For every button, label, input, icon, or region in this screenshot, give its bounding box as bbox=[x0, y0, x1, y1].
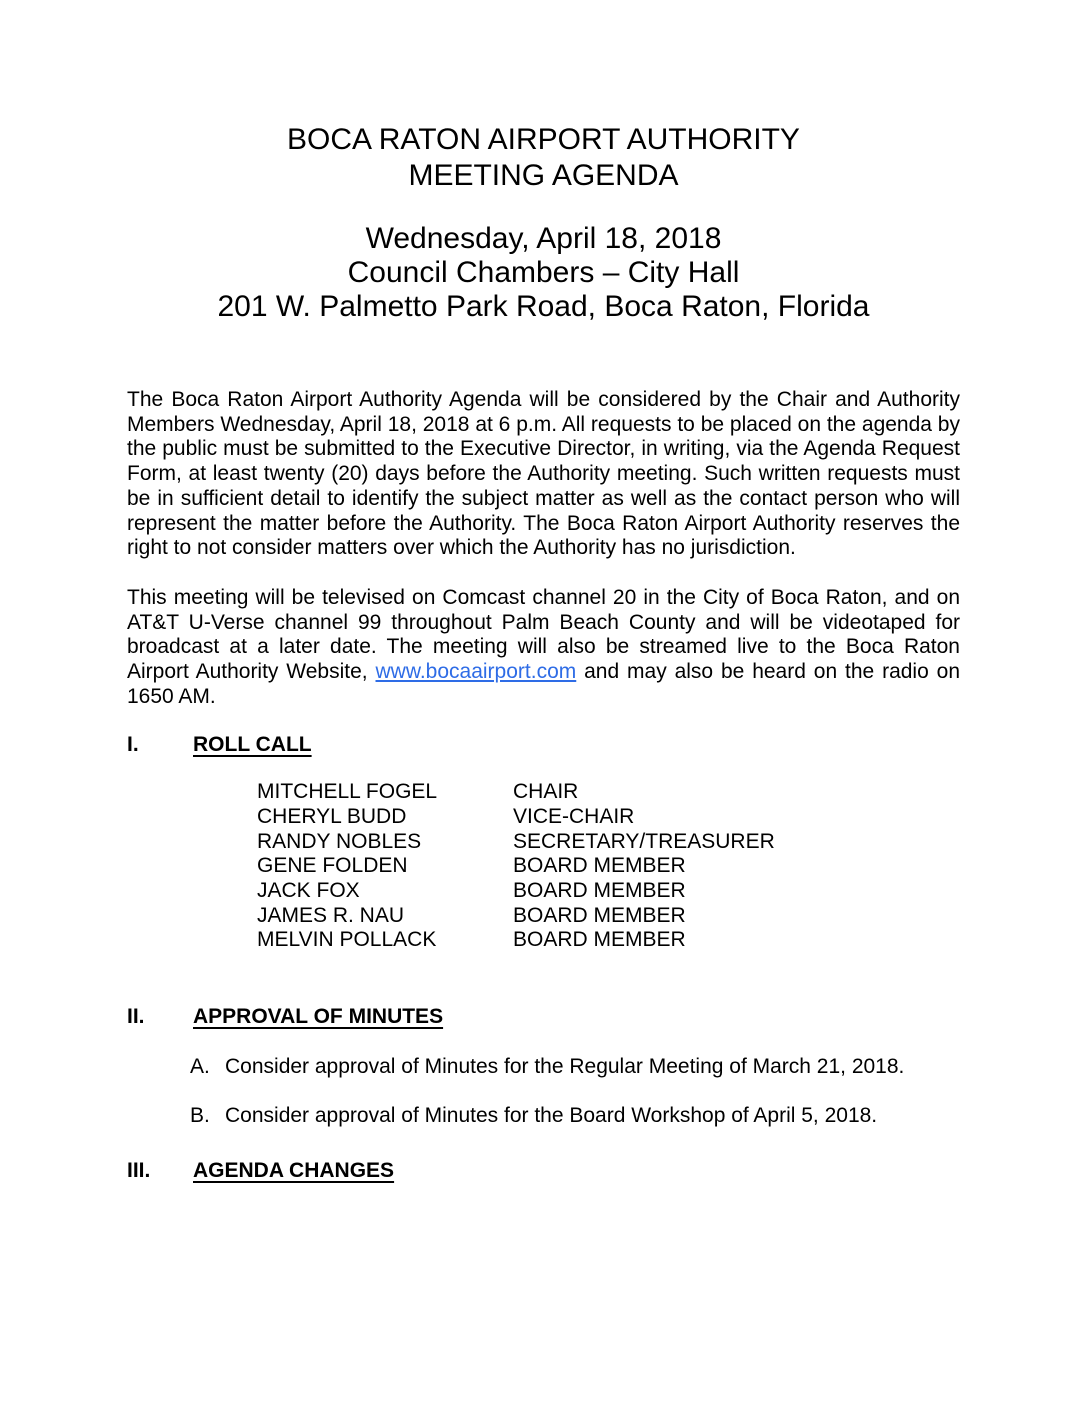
section-agenda-changes bbox=[127, 1159, 960, 1184]
section-title-approval-of-minutes: APPROVAL OF MINUTES bbox=[193, 1005, 444, 1029]
roll-call-list bbox=[257, 780, 960, 953]
item-text: Consider approval of Minutes for the Board Workshop of April 5, 2018. bbox=[225, 1104, 878, 1128]
meeting-address: 201 W. Palmetto Park Road, Boca Raton, Florida bbox=[217, 290, 870, 323]
section-numeral-roll-call: I. bbox=[127, 733, 139, 757]
roll-call-row bbox=[257, 928, 960, 953]
section-title-roll-call: ROLL CALL bbox=[193, 733, 312, 757]
member-title: BOARD MEMBER bbox=[513, 903, 686, 927]
item-letter: A. bbox=[190, 1054, 210, 1078]
minutes-item-b bbox=[190, 1104, 960, 1129]
section-title-agenda-changes: AGENDA CHANGES bbox=[193, 1159, 395, 1183]
document-title bbox=[127, 122, 960, 194]
member-title: BOARD MEMBER bbox=[513, 878, 686, 902]
section-roll-call bbox=[127, 733, 960, 758]
roll-call-row bbox=[257, 805, 960, 830]
broadcast-paragraph bbox=[127, 586, 960, 710]
member-title: BOARD MEMBER bbox=[513, 854, 686, 878]
member-name: JACK FOX bbox=[257, 878, 360, 902]
minutes-item-a bbox=[190, 1055, 960, 1080]
broadcast-text-before-link: This meeting will be televised on Comcast channel 20 in the City of Boca Raton, and on AT&T U-Verse channel 99 throughout Palm Beach County and will be videotaped for broadcast at a later date. The meeting will also be streamed live to the Boca Raton Airport Authority Website, bbox=[127, 585, 960, 684]
member-title: BOARD MEMBER bbox=[513, 928, 686, 952]
roll-call-row bbox=[257, 830, 960, 855]
member-name: MELVIN POLLACK bbox=[257, 928, 437, 952]
member-name: RANDY NOBLES bbox=[257, 829, 422, 853]
member-title: VICE-CHAIR bbox=[513, 804, 635, 828]
roll-call-row bbox=[257, 854, 960, 879]
member-name: JAMES R. NAU bbox=[257, 903, 405, 927]
member-name: GENE FOLDEN bbox=[257, 854, 408, 878]
section-approval-of-minutes bbox=[127, 1005, 960, 1030]
meeting-info bbox=[127, 222, 960, 324]
meeting-location: Council Chambers – City Hall bbox=[347, 256, 740, 289]
member-name: CHERYL BUDD bbox=[257, 804, 407, 828]
item-text: Consider approval of Minutes for the Regular Meeting of March 21, 2018. bbox=[225, 1054, 905, 1078]
item-letter: B. bbox=[190, 1104, 210, 1128]
title-line-1: BOCA RATON AIRPORT AUTHORITY bbox=[287, 123, 800, 156]
member-title: SECRETARY/TREASURER bbox=[513, 829, 775, 853]
broadcast-text-after-link: and may also be heard on the radio on 1650 AM. bbox=[127, 660, 960, 708]
roll-call-row bbox=[257, 780, 960, 805]
member-name: MITCHELL FOGEL bbox=[257, 780, 438, 804]
intro-paragraph: The Boca Raton Airport Authority Agenda will be considered by the Chair and Authority Members Wednesday, April 18, 2018 at 6 p.m. All requests to be placed on the agenda by the public must be submitted to the Executive Director, in writing, via the Agenda Request Form, at least twenty (20) days before the Authority meeting. Such written requests must be in sufficient detail to identify the subject matter as well as the contact person who will represent the matter before the Authority. The Boca Raton Airport Authority reserves the right to not consider matters over which the Authority has no jurisdiction. bbox=[127, 388, 960, 560]
roll-call-row bbox=[257, 879, 960, 904]
roll-call-row bbox=[257, 904, 960, 929]
member-title: CHAIR bbox=[513, 780, 579, 804]
section-numeral-approval-of-minutes: II. bbox=[127, 1005, 145, 1029]
meeting-date: Wednesday, April 18, 2018 bbox=[365, 222, 722, 255]
section-numeral-agenda-changes: III. bbox=[127, 1159, 151, 1183]
website-link[interactable]: www.bocaairport.com bbox=[375, 660, 577, 684]
title-line-2: MEETING AGENDA bbox=[408, 159, 679, 192]
